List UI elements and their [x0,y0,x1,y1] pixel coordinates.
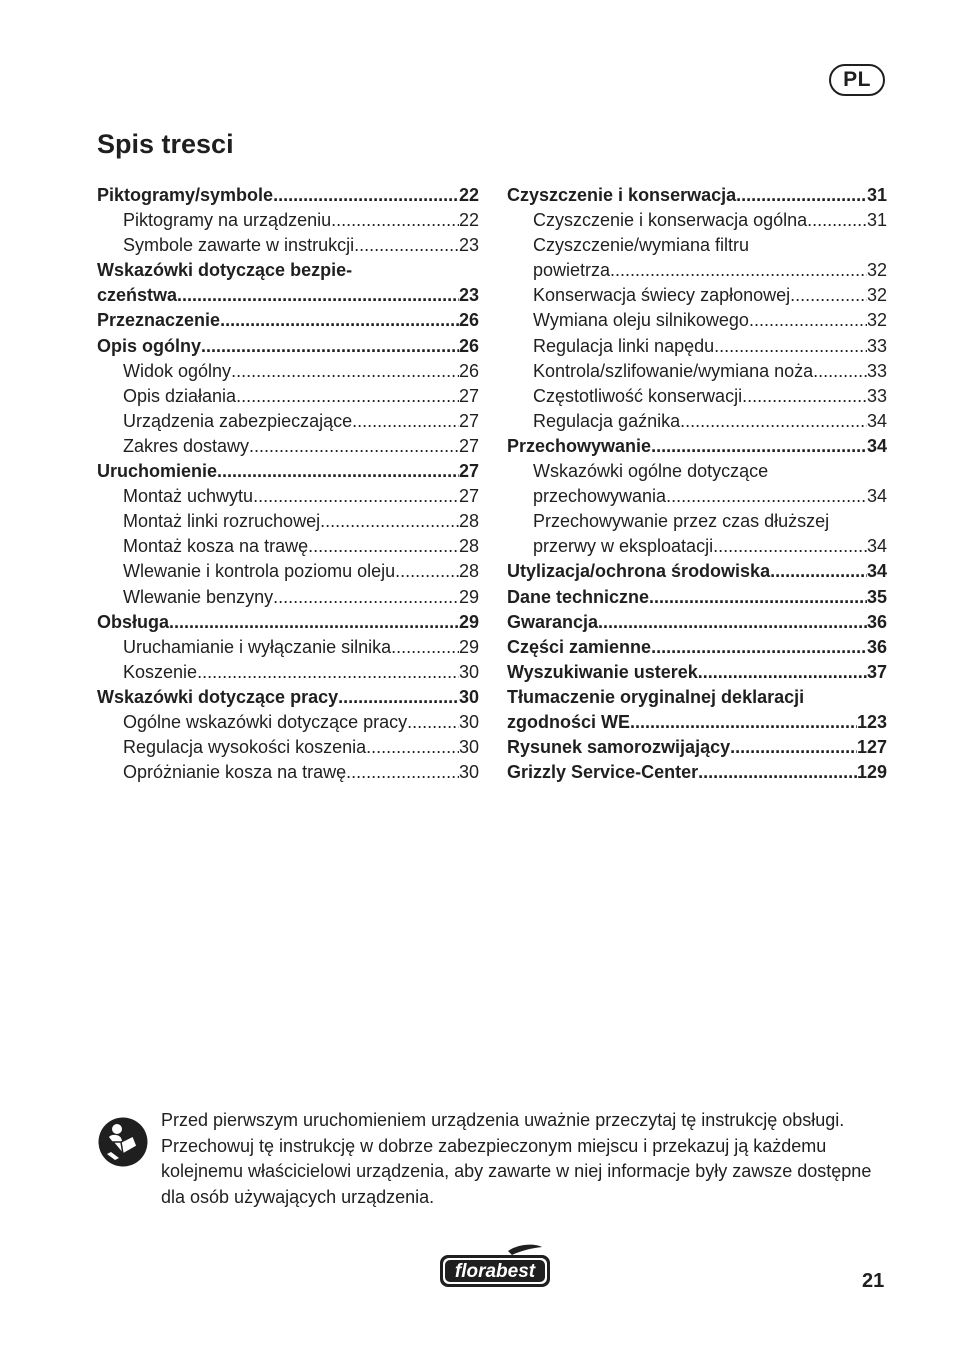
toc-entry-page: 34 [866,536,887,557]
toc-entry [507,710,887,735]
toc-entry-page: 26 [458,310,479,331]
toc-entry-page: 27 [458,410,479,431]
toc-leader-dots [407,710,459,735]
toc-leader-dots [714,334,867,359]
toc-entry-label: Piktogramy/symbole [97,185,274,205]
toc-entry-page: 36 [866,636,887,657]
toc-leader-dots [253,484,459,509]
toc-leader-dots [598,610,867,635]
toc-entry [97,233,479,258]
toc-entry-label: Wskazówki dotyczące pracy [97,686,339,707]
toc-leader-dots [169,610,459,635]
toc-entry [97,334,479,359]
toc-entry [507,459,887,484]
toc-leader-dots [366,735,459,760]
read-manual-icon [97,1116,149,1168]
toc-entry-label: Wymiana oleju silnikowego [533,310,749,331]
toc-entry-label: Wskazówki dotyczące bezpie- [97,260,353,281]
toc-entry [97,685,479,710]
toc-leader-dots [698,760,857,785]
toc-entry-label: Wlewanie i kontrola poziomu oleju [123,561,396,582]
toc-entry-label: zgodności WE [507,711,630,732]
toc-entry [507,208,887,233]
toc-leader-dots [742,384,867,409]
toc-entry [97,735,479,760]
toc-entry-label: Montaż kosza na trawę [123,536,309,557]
toc-entry-page: 28 [458,561,479,582]
toc-entry [507,258,887,283]
toc-entry [97,635,479,660]
notice-text: Przed pierwszym uruchomieniem urządzenia uważnie przeczytaj tę instrukcję obsługi. Przechowuj tę instrukcję w dobrze zabezpieczonym miejscu i przekazuj ją każdemu kolejnemu właścicielowi urządzenia, aby zawarte w niej informacje były zawsze dostępne dla osób używających urządzenia. [161,1110,872,1207]
toc-entry-page: 27 [458,486,479,507]
toc-entry-label: przechowywania [533,486,667,507]
toc-entry [507,409,887,434]
toc-leader-dots [308,534,459,559]
toc-entry-label: Wskazówki ogólne dotyczące [533,461,769,482]
toc-leader-dots [201,334,459,359]
toc-entry [507,183,887,208]
toc-entry-page: 127 [856,737,887,758]
toc-leader-dots [352,409,459,434]
toc-entry-page: 30 [458,711,479,732]
toc-entry-page: 30 [458,686,479,707]
toc-entry-label: Przechowywanie przez czas dłuższej [533,511,830,532]
toc-entry-page: 28 [458,511,479,532]
toc-entry-label: Montaż uchwytu [123,486,254,507]
toc-entry-label: Zakres dostawy [123,435,250,456]
toc-leader-dots [273,585,459,610]
toc-entry [507,660,887,685]
toc-entry-page: 22 [458,210,479,231]
toc-entry [507,308,887,333]
toc-entry-label: powietrza [533,260,611,281]
toc-entry-label: Konserwacja świecy zapłonowej [533,285,791,306]
toc-entry-label: przerwy w eksploatacji [533,536,714,557]
toc-entry-label: Rysunek samorozwijający [507,737,731,758]
toc-leader-dots [713,534,867,559]
toc-entry [97,509,479,534]
toc-entry-page: 29 [458,586,479,607]
toc-entry-page: 27 [458,385,479,406]
toc-entry-label: Piktogramy na urządzeniu [123,210,332,231]
toc-entry [97,208,479,233]
toc-entry [507,283,887,308]
toc-entry [97,258,479,283]
toc-leader-dots [749,308,867,333]
toc-leader-dots [649,585,867,610]
toc-entry [97,308,479,333]
toc-leader-dots [354,233,459,258]
toc-leader-dots [736,183,867,208]
toc-entry [97,484,479,509]
toc-entry [507,233,887,258]
toc-entry [97,459,479,484]
toc-entry [507,484,887,509]
toc-entry-page: 31 [866,185,887,205]
florabest-logo [438,1243,552,1289]
toc-entry-page: 30 [458,661,479,682]
toc-entry-label: Tłumaczenie oryginalnej deklaracji [507,686,805,707]
toc-entry [507,760,887,785]
toc-leader-dots [813,359,867,384]
toc-entry-page: 33 [866,360,887,381]
toc-entry-label: Czyszczenie/wymiana filtru [533,235,750,256]
toc-entry-label: Częstotliwość konserwacji [533,385,743,406]
toc-entry-page: 33 [866,385,887,406]
toc-entry [507,509,887,534]
toc-entry-label: Wlewanie benzyny [123,586,274,607]
toc-entry [507,334,887,359]
toc-leader-dots [338,685,459,710]
toc-entry-label: Obsługa [97,611,170,632]
toc-leader-dots [770,559,867,584]
toc-entry-page: 30 [458,737,479,758]
toc-entry-page: 26 [458,360,479,381]
toc-leader-dots [331,208,459,233]
language-badge [829,64,885,96]
toc-leader-dots [236,384,459,409]
toc-entry-page: 35 [866,586,887,607]
toc-entry [97,559,479,584]
toc-entry [507,559,887,584]
toc-entry-label: Regulacja linki napędu [533,335,715,356]
toc-entry-label: Przechowywanie [507,435,652,456]
language-code: PL [843,68,871,91]
toc-entry-label: Regulacja wysokości koszenia [123,737,367,758]
toc-entry-label: Symbole zawarte w instrukcji [123,235,355,256]
toc-leader-dots [651,635,867,660]
toc-entry-page: 31 [866,210,887,231]
toc-entry [507,534,887,559]
toc-entry-label: Grizzly Service-Center [507,762,699,783]
toc-entry-page: 23 [458,285,479,306]
toc-entry [97,534,479,559]
toc-entry [97,409,479,434]
page-title: Spis tresci [97,129,234,159]
toc-leader-dots [320,509,459,534]
toc-entry [97,760,479,785]
toc-column-left [97,183,479,785]
toc-entry [507,685,887,710]
toc-entry-page: 23 [458,235,479,256]
toc-entry-page: 27 [458,435,479,456]
toc-entry-label: Ogólne wskazówki dotyczące pracy [123,711,408,732]
toc-entry-label: Części zamienne [507,636,652,657]
toc-leader-dots [680,409,867,434]
toc-leader-dots [273,183,459,208]
toc-leader-dots [231,359,459,384]
toc-entry [507,585,887,610]
toc-entry-label: Uruchamianie i wyłączanie silnika [123,636,392,657]
toc-entry-label: Koszenie [123,661,198,682]
toc-leader-dots [666,484,867,509]
safety-notice [97,1108,897,1210]
toc-leader-dots [807,208,867,233]
toc-entry-page: 34 [866,410,887,431]
toc-entry-label: Utylizacja/ochrona środowiska [507,561,771,582]
toc-leader-dots [217,459,459,484]
toc-entry [97,283,479,308]
toc-entry-page: 32 [866,285,887,306]
toc-entry [97,660,479,685]
toc-entry [97,710,479,735]
toc-entry-label: Montaż linki rozruchowej [123,511,321,532]
toc-leader-dots [610,258,867,283]
toc-entry [97,585,479,610]
toc-entry-page: 27 [458,461,479,482]
toc-entry-label: Gwarancja [507,611,599,632]
toc-entry-page: 33 [866,335,887,356]
logo-text: florabest [454,1261,536,1282]
toc-leader-dots [220,308,459,333]
toc-entry-label: Opróżnianie kosza na trawę [123,762,347,783]
toc-entry-label: Urządzenia zabezpieczające [123,410,353,431]
toc-leader-dots [395,559,459,584]
toc-entry-label: Uruchomienie [97,461,218,482]
toc-leader-dots [177,283,459,308]
toc-entry [97,384,479,409]
toc-entry-label: Kontrola/szlifowanie/wymiana noża [533,360,814,381]
toc-entry-page: 34 [866,435,887,456]
toc-entry [507,610,887,635]
toc-entry [97,434,479,459]
toc-entry-page: 29 [458,636,479,657]
toc-entry-label: Dane techniczne [507,586,650,607]
toc-leader-dots [790,283,867,308]
toc-leader-dots [651,434,867,459]
toc-entry-label: Czyszczenie i konserwacja ogólna [533,210,808,231]
toc-entry [507,359,887,384]
toc-entry-page: 37 [866,661,887,682]
toc-entry [507,434,887,459]
toc-leader-dots [730,735,857,760]
toc-entry-page: 34 [866,561,887,582]
toc-entry [507,384,887,409]
toc-entry-label: Czyszczenie i konserwacja [507,185,737,205]
toc-entry-page: 32 [866,310,887,331]
toc-entry-label: Regulacja gaźnika [533,410,681,431]
toc-entry-page: 123 [856,711,887,732]
toc-entry-label: Opis ogólny [97,335,202,356]
toc-entry-page: 30 [458,762,479,783]
toc-entry-label: czeństwa [97,285,178,306]
toc-leader-dots [698,660,867,685]
toc-entry [97,359,479,384]
toc-entry-page: 26 [458,335,479,356]
toc-leader-dots [197,660,459,685]
toc-entry-page: 34 [866,486,887,507]
toc-entry [97,183,479,208]
toc-entry-page: 32 [866,260,887,281]
toc-entry-page: 36 [866,611,887,632]
toc-entry-label: Przeznaczenie [97,310,221,331]
toc-entry-page: 29 [458,611,479,632]
toc-entry-page: 22 [458,185,479,205]
toc-entry-page: 129 [856,762,887,783]
toc-entry [507,635,887,660]
page-number: 21 [862,1270,885,1292]
toc-entry-label: Opis działania [123,385,237,406]
toc-column-right [507,183,887,785]
toc-leader-dots [346,760,459,785]
toc-leader-dots [630,710,857,735]
toc-leader-dots [249,434,459,459]
toc-leader-dots [391,635,459,660]
toc-entry [507,735,887,760]
toc-entry-page: 28 [458,536,479,557]
toc-entry-label: Wyszukiwanie usterek [507,661,698,682]
toc-entry [97,610,479,635]
toc-entry-label: Widok ogólny [123,360,232,381]
